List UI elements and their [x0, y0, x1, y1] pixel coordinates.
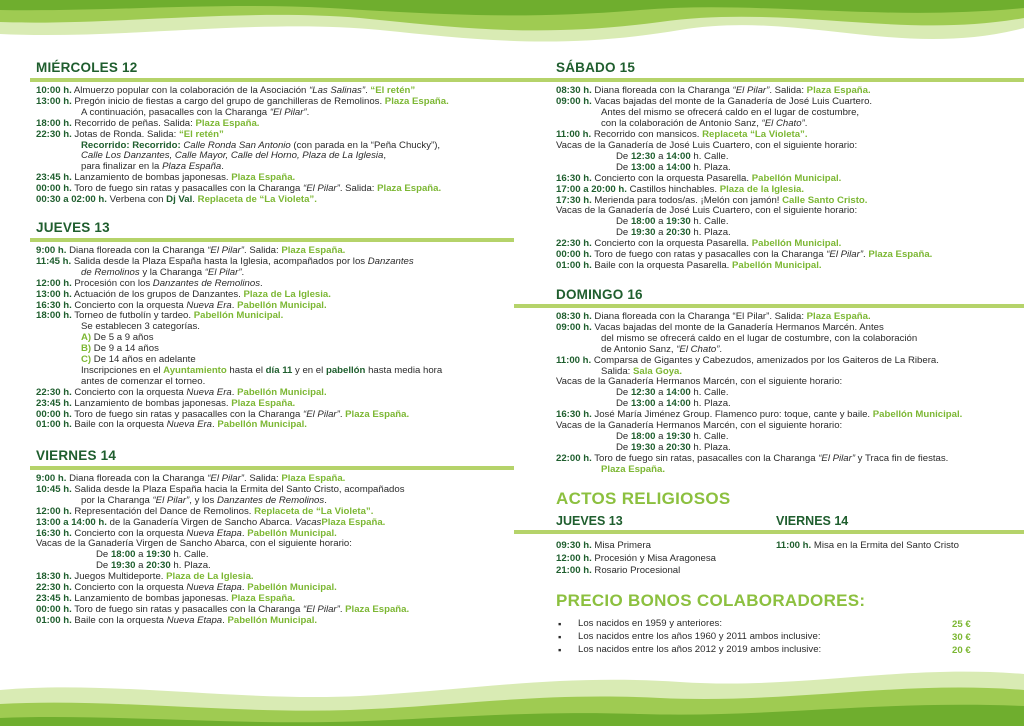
event-place: Ayuntamiento: [163, 364, 227, 376]
event-italic: Plaza España: [162, 161, 222, 173]
event-time: 22:30 h.: [36, 582, 72, 593]
event-text: Concierto con la orquesta Pasarella.: [594, 172, 752, 184]
event-strong: 19:30: [146, 549, 171, 561]
event-time: 01:00 h.: [36, 419, 72, 431]
event-text: Toro de fuego sin ratas y pasacalles con la Charanga: [74, 408, 304, 420]
event-text: a: [655, 161, 667, 173]
event-text: de la Ganadería Virgen de Sancho Abarca.: [109, 516, 296, 528]
event-text: hasta el: [226, 364, 266, 376]
event-time: 09:30 h.: [556, 540, 592, 551]
event-italic: Danzantes de Remolinos: [216, 494, 325, 506]
event-text: h. Plaza.: [690, 161, 731, 173]
event-text: José María Jiménez Group. Flamenco puro: toque, cante y baile.: [594, 409, 873, 421]
divider: [30, 466, 514, 470]
bono-label: Los nacidos entre los años 2012 y 2019 ambos inclusive:: [578, 644, 822, 655]
event-place: Plaza España.: [868, 249, 933, 261]
event-time: 09:00 h.: [556, 95, 592, 107]
event-text: hasta media hora: [365, 364, 443, 376]
event-strong: 18:00: [630, 216, 656, 228]
religious-viernes-heading: VIERNES 14: [776, 514, 849, 528]
event-text: . Salida:: [339, 183, 378, 195]
event-italic: Danzantes de Remolinos: [152, 277, 260, 289]
event-text: .: [241, 582, 248, 593]
event-text: Jotas de Ronda. Salida:: [74, 128, 179, 140]
event-place: Plaza España.: [345, 603, 410, 615]
event-text: de Antonio Sanz,: [601, 343, 677, 355]
bono-price: 30 €: [952, 632, 971, 643]
event-italic: “El Pilar”: [204, 266, 242, 278]
event-italic: Calle Ronda San Antonio: [183, 139, 291, 151]
event-italic: Nueva Etapa: [186, 527, 242, 539]
event-time: 11:00 h.: [556, 128, 592, 140]
event-place: Pabellón Municipal.: [227, 614, 318, 626]
event-place: Plaza España.: [806, 85, 871, 96]
event-place: Plaza España.: [806, 311, 871, 322]
event-text: .: [804, 117, 808, 129]
event-text: Pregón inicio de fiestas a cargo del grupo de ganchilleras de Remolinos.: [74, 95, 385, 107]
event-place: Plaza España.: [231, 172, 296, 184]
religious-item: [556, 566, 680, 577]
event-text: Vacas de la Ganadería Hermanos Marcén, con el siguiente horario:: [556, 376, 843, 388]
event-time: 21:00 h.: [556, 565, 592, 576]
event-place: Plaza España.: [321, 516, 386, 528]
event-time: 9:00 h.: [36, 473, 67, 484]
event-text: antes de comenzar el torneo.: [81, 375, 206, 387]
event-text: Recorrido con mansicos.: [593, 128, 703, 140]
event-time: 18:30 h.: [36, 571, 72, 583]
event-time: 10:45 h.: [36, 483, 72, 495]
event-text: De: [616, 161, 631, 173]
event-text: con la colaboración de Antonio Sanz,: [601, 117, 762, 129]
divider: [30, 238, 514, 242]
event-italic: Vacas: [295, 516, 322, 528]
category-letter: B): [81, 343, 92, 355]
event-text: Representación del Dance de Remolinos.: [74, 505, 255, 517]
event-time: 09:00 h.: [556, 321, 592, 333]
bottom-wave-decoration: [0, 660, 1024, 726]
event-time: 12:00 h.: [36, 277, 72, 289]
event-time: 22:00 h.: [556, 452, 592, 464]
event-strong: 12:30: [630, 387, 656, 399]
event-text: Diana floreada con la Charanga: [594, 85, 733, 96]
event-place: Sala Goya.: [633, 365, 683, 377]
event-text: Castillos hinchables.: [629, 183, 720, 195]
event-place: Plaza España.: [231, 397, 296, 409]
event-italic: Danzantes: [367, 255, 414, 267]
event-text: Lanzamiento de bombas japonesas.: [74, 397, 232, 409]
event-text: Toro de fuego con ratas y pasacalles con la Charanga: [594, 249, 827, 261]
event-text: h. Calle.: [690, 430, 729, 442]
event-text: .: [222, 614, 228, 626]
religious-item: [556, 541, 651, 552]
event-place: Plaza España.: [281, 245, 346, 256]
event-place: Replaceta “La Violeta”.: [702, 128, 808, 140]
event-text: a: [655, 398, 667, 410]
event-strong: 20:30: [666, 227, 691, 239]
event-time: 11:00 h.: [556, 354, 592, 366]
event-italic: “El Chato”: [761, 117, 805, 129]
event-italic: Nueva Etapa: [166, 614, 223, 626]
event-place: Pabellón Municipal.: [237, 299, 327, 311]
event-place: Plaza de la Iglesia.: [719, 183, 804, 195]
event-text: del mismo se ofrecerá caldo en el lugar de costumbre, con la colaboración: [601, 332, 918, 344]
bono-label: Los nacidos en 1959 y anteriores:: [578, 618, 722, 629]
event-place: Plaza de La Iglesia.: [166, 571, 254, 583]
event-time: 22:30 h.: [36, 386, 72, 398]
event-time: 01:00 h.: [556, 260, 592, 272]
event-text: (con parada en la “Peña Chucky”),: [290, 139, 441, 151]
event-text: .: [231, 386, 238, 398]
event-italic: Nueva Era: [166, 419, 212, 431]
event-text: , y los: [189, 494, 217, 506]
event-text: Toro de fuego sin ratas, pasacalles con la Charanga: [594, 452, 819, 464]
event-text: De 14 años en adelante: [91, 354, 196, 365]
event-time: 23:45 h.: [36, 592, 72, 604]
divider: [514, 78, 1024, 82]
event-text: a: [655, 387, 667, 399]
event-text: .: [863, 249, 869, 261]
event-text: Vacas de la Ganadería Hermanos Marcén, con el siguiente horario:: [556, 420, 843, 431]
event-strong: 20:30: [146, 560, 171, 572]
schedule-line: [556, 261, 822, 272]
event-strong: 20:30: [666, 441, 691, 453]
event-text: .: [212, 419, 218, 431]
event-text: Diana floreada con la Charanga “El Pilar”. Salida:: [594, 311, 807, 322]
event-italic: Calle Los Danzantes, Calle Mayor, Calle del Horno, Plaza de La Iglesia: [81, 150, 384, 162]
event-time: 17:30 h.: [556, 194, 592, 206]
event-text: Baile con la orquesta: [74, 419, 167, 431]
event-italic: “El Pilar”: [207, 245, 244, 256]
event-text: Vacas de la Ganadería Virgen de Sancho Abarca, con el siguiente horario:: [36, 538, 352, 550]
event-place: Pabellón Municipal.: [751, 238, 842, 250]
event-place: Replaceta de “La Violeta”.: [254, 505, 374, 517]
event-text: h. Plaza.: [170, 560, 211, 572]
day-heading-domingo: DOMINGO 16: [556, 287, 643, 302]
event-text: a: [655, 216, 667, 228]
religious-item: [556, 554, 716, 565]
category-letter: C): [81, 354, 92, 365]
event-place: Pabellón Municipal.: [237, 386, 327, 398]
event-time: 13:00 h.: [36, 288, 72, 300]
event-text: . Salida:: [244, 245, 282, 256]
event-place: Plaza España.: [601, 463, 665, 475]
event-text: h. Calle.: [170, 549, 209, 561]
event-place: Plaza de La Iglesia.: [243, 288, 331, 300]
category-letter: A): [81, 332, 92, 344]
event-text: Misa Primera: [594, 540, 651, 551]
event-text: Juegos Multideporte.: [74, 571, 167, 583]
event-time: 22:30 h.: [36, 128, 72, 140]
event-text: y en el: [292, 364, 326, 376]
event-text: Procesión con los: [74, 277, 153, 289]
event-time: 00:00 h.: [36, 603, 72, 615]
event-strong: 19:30: [110, 560, 136, 572]
event-italic: “El Pilar”: [152, 494, 190, 506]
event-place: Plaza España.: [345, 408, 410, 420]
event-text: Diana floreada con la Charanga: [69, 245, 208, 256]
event-time: 11:45 h.: [36, 255, 72, 267]
event-time: 23:45 h.: [36, 397, 72, 409]
event-text: Diana floreada con la Charanga: [69, 473, 208, 484]
divider: [30, 78, 514, 82]
event-place: “El retén”: [370, 85, 416, 96]
event-time: 01:00 h.: [36, 614, 72, 626]
event-text: De: [616, 150, 631, 162]
event-text: a: [655, 441, 667, 453]
religious-acts-heading: ACTOS RELIGIOSOS: [556, 489, 731, 508]
event-italic: “Las Salinas”: [309, 85, 366, 96]
event-italic: Nueva Era: [186, 299, 232, 311]
event-time: 16:30 h.: [36, 299, 72, 311]
event-time: 16:30 h.: [556, 172, 592, 184]
event-time: 10:00 h.: [36, 85, 72, 96]
event-text: De: [616, 441, 631, 453]
event-time: 13:00 a 14:00 h.: [36, 516, 107, 528]
event-text: .: [306, 106, 310, 118]
event-strong: 14:00: [666, 387, 691, 399]
event-text: .: [221, 161, 224, 173]
event-strong: 19:30: [666, 430, 691, 442]
event-text: Procesión y Misa Aragonesa: [594, 552, 716, 564]
event-strong: 13:00: [630, 398, 656, 410]
event-italic: “El Pilar”: [732, 85, 770, 96]
event-text: Lanzamiento de bombas japonesas.: [74, 172, 232, 184]
event-time: 00:00 h.: [36, 408, 72, 420]
bullet-icon: ▪: [558, 632, 562, 643]
event-place: Calle Santo Cristo.: [782, 194, 868, 206]
event-time: 08:30 h.: [556, 85, 592, 96]
event-text: .: [260, 277, 263, 289]
event-text: a: [655, 227, 667, 239]
bullet-icon: ▪: [558, 645, 562, 656]
event-time: 11:00 h.: [776, 540, 812, 551]
event-text: a: [655, 430, 667, 442]
event-strong: 12:30: [630, 150, 656, 162]
event-text: Actuación de los grupos de Danzantes.: [73, 288, 244, 300]
event-place: Plaza España.: [195, 117, 260, 129]
event-text: De: [96, 560, 111, 572]
event-text: Salida desde la Plaza España hasta la Iglesia, acompañados por los: [73, 255, 368, 267]
event-time: 08:30 h.: [556, 311, 592, 322]
schedule-line: [36, 616, 317, 627]
event-place: Pabellón Municipal.: [247, 527, 337, 539]
event-strong: pabellón: [325, 364, 366, 376]
event-place: Plaza España.: [281, 473, 346, 484]
event-place: Plaza España.: [231, 592, 296, 604]
event-text: Torneo de futbolín y tardeo.: [74, 310, 194, 322]
event-text: A continuación, pasacalles con la Charanga: [81, 106, 270, 118]
bono-price: 20 €: [952, 645, 971, 656]
event-text: .: [192, 194, 198, 205]
event-text: De 9 a 14 años: [91, 343, 159, 355]
event-text: De: [616, 387, 631, 399]
day-heading-jueves: JUEVES 13: [36, 220, 110, 235]
event-text: a: [655, 150, 667, 162]
event-text: Concierto con la orquesta: [74, 527, 187, 539]
event-text: h. Calle.: [690, 150, 729, 162]
divider: [514, 530, 1024, 534]
event-text: h. Calle.: [690, 387, 729, 399]
day-heading-sabado: SÁBADO 15: [556, 60, 636, 75]
event-text: .: [339, 408, 346, 420]
bonos-heading: PRECIO BONOS COLABORADORES:: [556, 591, 866, 610]
event-text: Concierto con la orquesta: [74, 299, 187, 311]
event-time: 9:00 h.: [36, 245, 67, 256]
event-text: Verbena con: [109, 194, 167, 205]
event-italic: “El Pilar”: [303, 408, 340, 420]
schedule-line: [601, 465, 665, 476]
event-strong: 14:00: [666, 398, 691, 410]
event-strong: día 11: [265, 364, 293, 376]
event-place: Plaza España.: [377, 183, 442, 195]
event-italic: Nueva Era: [186, 386, 232, 398]
event-place: Plaza España.: [384, 95, 449, 107]
event-text: Almuerzo popular con la colaboración de la Asociación: [73, 85, 310, 96]
event-time: 00:30 a 02:00 h.: [36, 194, 107, 205]
event-text: Antes del mismo se ofrecerá caldo en el lugar de costumbre,: [601, 106, 860, 118]
event-text: h. Plaza.: [690, 227, 731, 239]
event-time: 16:30 h.: [556, 409, 592, 421]
event-place: Pabellón Municipal.: [751, 172, 842, 184]
event-text: y Traca fin de fiestas.: [855, 452, 949, 464]
event-text: De: [616, 430, 631, 442]
event-time: 18:00 h.: [36, 117, 72, 129]
day-heading-viernes: VIERNES 14: [36, 448, 117, 463]
event-italic: “El Chato”: [676, 343, 720, 355]
divider: [514, 304, 1024, 308]
event-place: Pabellón Municipal.: [247, 582, 337, 593]
event-strong: 18:00: [630, 430, 656, 442]
event-text: Vacas bajadas del monte de la Ganadería de José Luis Cuartero.: [594, 95, 873, 107]
religious-jueves-heading: JUEVES 13: [556, 514, 623, 528]
event-time: 12:00 h.: [36, 505, 72, 517]
event-text: Concierto con la orquesta Pasarella.: [594, 238, 752, 250]
event-text: .: [324, 494, 327, 506]
event-text: a: [135, 549, 147, 561]
event-strong: Recorrido:: [132, 139, 184, 151]
event-italic: “El Pilar”: [303, 183, 340, 195]
event-text: Lanzamiento de bombas japonesas.: [74, 592, 232, 604]
event-text: h. Plaza.: [690, 441, 731, 453]
event-text: Vacas bajadas del monte de la Ganadería Hermanos Marcén. Antes: [594, 321, 884, 333]
event-time: 00:00 h.: [556, 249, 592, 261]
event-text: h. Calle.: [690, 216, 729, 228]
event-place: Pabellón Municipal.: [732, 260, 822, 272]
event-time: 00:00 h.: [36, 183, 72, 195]
event-time: 16:30 h.: [36, 527, 72, 539]
event-text: Comparsa de Gigantes y Cabezudos, amenizados por los Gaiteros de La Ribera.: [593, 354, 939, 366]
event-strong: Recorrido:: [81, 139, 133, 151]
bullet-icon: ▪: [558, 619, 562, 630]
event-text: Vacas de la Ganadería de José Luis Cuartero, con el siguiente horario:: [556, 139, 858, 151]
event-place: “El retén”: [178, 128, 224, 140]
event-text: .: [231, 299, 238, 311]
event-strong: 19:30: [630, 441, 656, 453]
event-place: Pabellón Municipal.: [193, 310, 284, 322]
event-text: Concierto con la orquesta: [74, 582, 187, 593]
event-text: Rosario Procesional: [594, 565, 681, 576]
event-text: Se establecen 3 categorías.: [81, 321, 200, 333]
event-text: a: [135, 560, 147, 572]
event-text: .: [241, 527, 248, 539]
schedule-line: [36, 420, 307, 431]
event-text: Inscripciones en el: [81, 364, 164, 376]
event-italic: “El Pilar”: [207, 473, 244, 484]
event-text: ,: [383, 150, 387, 162]
event-italic: de Remolinos: [81, 266, 140, 278]
event-text: . Salida:: [769, 85, 807, 96]
event-text: Salida desde la Plaza España hacia la Ermita del Santo Cristo, acompañados: [74, 483, 405, 495]
event-italic: “El Pilar”: [269, 106, 307, 118]
event-italic: Nueva Etapa: [186, 582, 242, 593]
event-time: 13:00 h.: [36, 95, 72, 107]
event-text: .: [241, 266, 245, 278]
event-text: y la Charanga: [139, 266, 205, 278]
event-time: 18:00 h.: [36, 310, 72, 322]
event-text: De: [616, 216, 631, 228]
schedule-line: [36, 195, 317, 206]
event-italic: “El Pilar”: [303, 603, 340, 615]
religious-item: [776, 541, 959, 552]
event-strong: 14:00: [666, 161, 691, 173]
event-text: para finalizar en la: [81, 161, 163, 173]
event-text: De: [96, 549, 111, 561]
event-text: Baile con la orquesta Pasarella.: [594, 260, 732, 272]
bono-label: Los nacidos entre los años 1960 y 2011 ambos inclusive:: [578, 631, 821, 642]
day-heading-miercoles: MIÉRCOLES 12: [36, 60, 138, 75]
event-text: Salida:: [601, 365, 633, 377]
event-text: Vacas de la Ganadería de José Luis Cuartero, con el siguiente horario:: [556, 205, 858, 217]
event-place: Pabellón Municipal.: [217, 419, 307, 431]
event-strong: 18:00: [110, 549, 136, 561]
event-text: De 5 a 9 años: [91, 332, 154, 344]
event-strong: 14:00: [666, 150, 691, 162]
event-text: .: [719, 343, 723, 355]
event-place: Replaceta de “La Violeta”.: [197, 194, 317, 205]
event-strong: 13:00: [630, 161, 656, 173]
event-text: .: [339, 603, 346, 615]
event-text: . Salida:: [244, 473, 282, 484]
event-italic: “El Pilar”: [826, 249, 864, 261]
top-wave-decoration: [0, 0, 1024, 70]
bono-price: 25 €: [952, 619, 971, 630]
event-text: Merienda para todos/as. ¡Melón con jamón!: [594, 194, 783, 206]
event-text: De: [616, 227, 631, 239]
event-text: Recorrido de peñas. Salida:: [74, 117, 196, 129]
event-strong: Dj Val: [166, 194, 193, 205]
event-time: 23:45 h.: [36, 172, 72, 184]
event-text: por la Charanga: [81, 494, 153, 506]
event-text: Misa en la Ermita del Santo Cristo: [813, 540, 959, 551]
event-text: De: [616, 398, 631, 410]
event-strong: 19:30: [630, 227, 656, 239]
event-text: Toro de fuego sin ratas y pasacalles con la Charanga: [74, 603, 304, 615]
event-text: Toro de fuego sin ratas y pasacalles con la Charanga: [74, 183, 304, 195]
event-text: h. Plaza.: [690, 398, 731, 410]
event-place: Pabellón Municipal.: [872, 409, 963, 421]
event-text: .: [365, 85, 371, 96]
event-time: 12:00 h.: [556, 552, 592, 564]
event-text: Baile con la orquesta: [74, 614, 167, 626]
event-time: 17:00 a 20:00 h.: [556, 183, 627, 195]
event-text: Concierto con la orquesta: [74, 386, 187, 398]
event-time: 22:30 h.: [556, 238, 592, 250]
event-strong: 19:30: [666, 216, 691, 228]
event-italic: “El Pilar”: [818, 452, 856, 464]
